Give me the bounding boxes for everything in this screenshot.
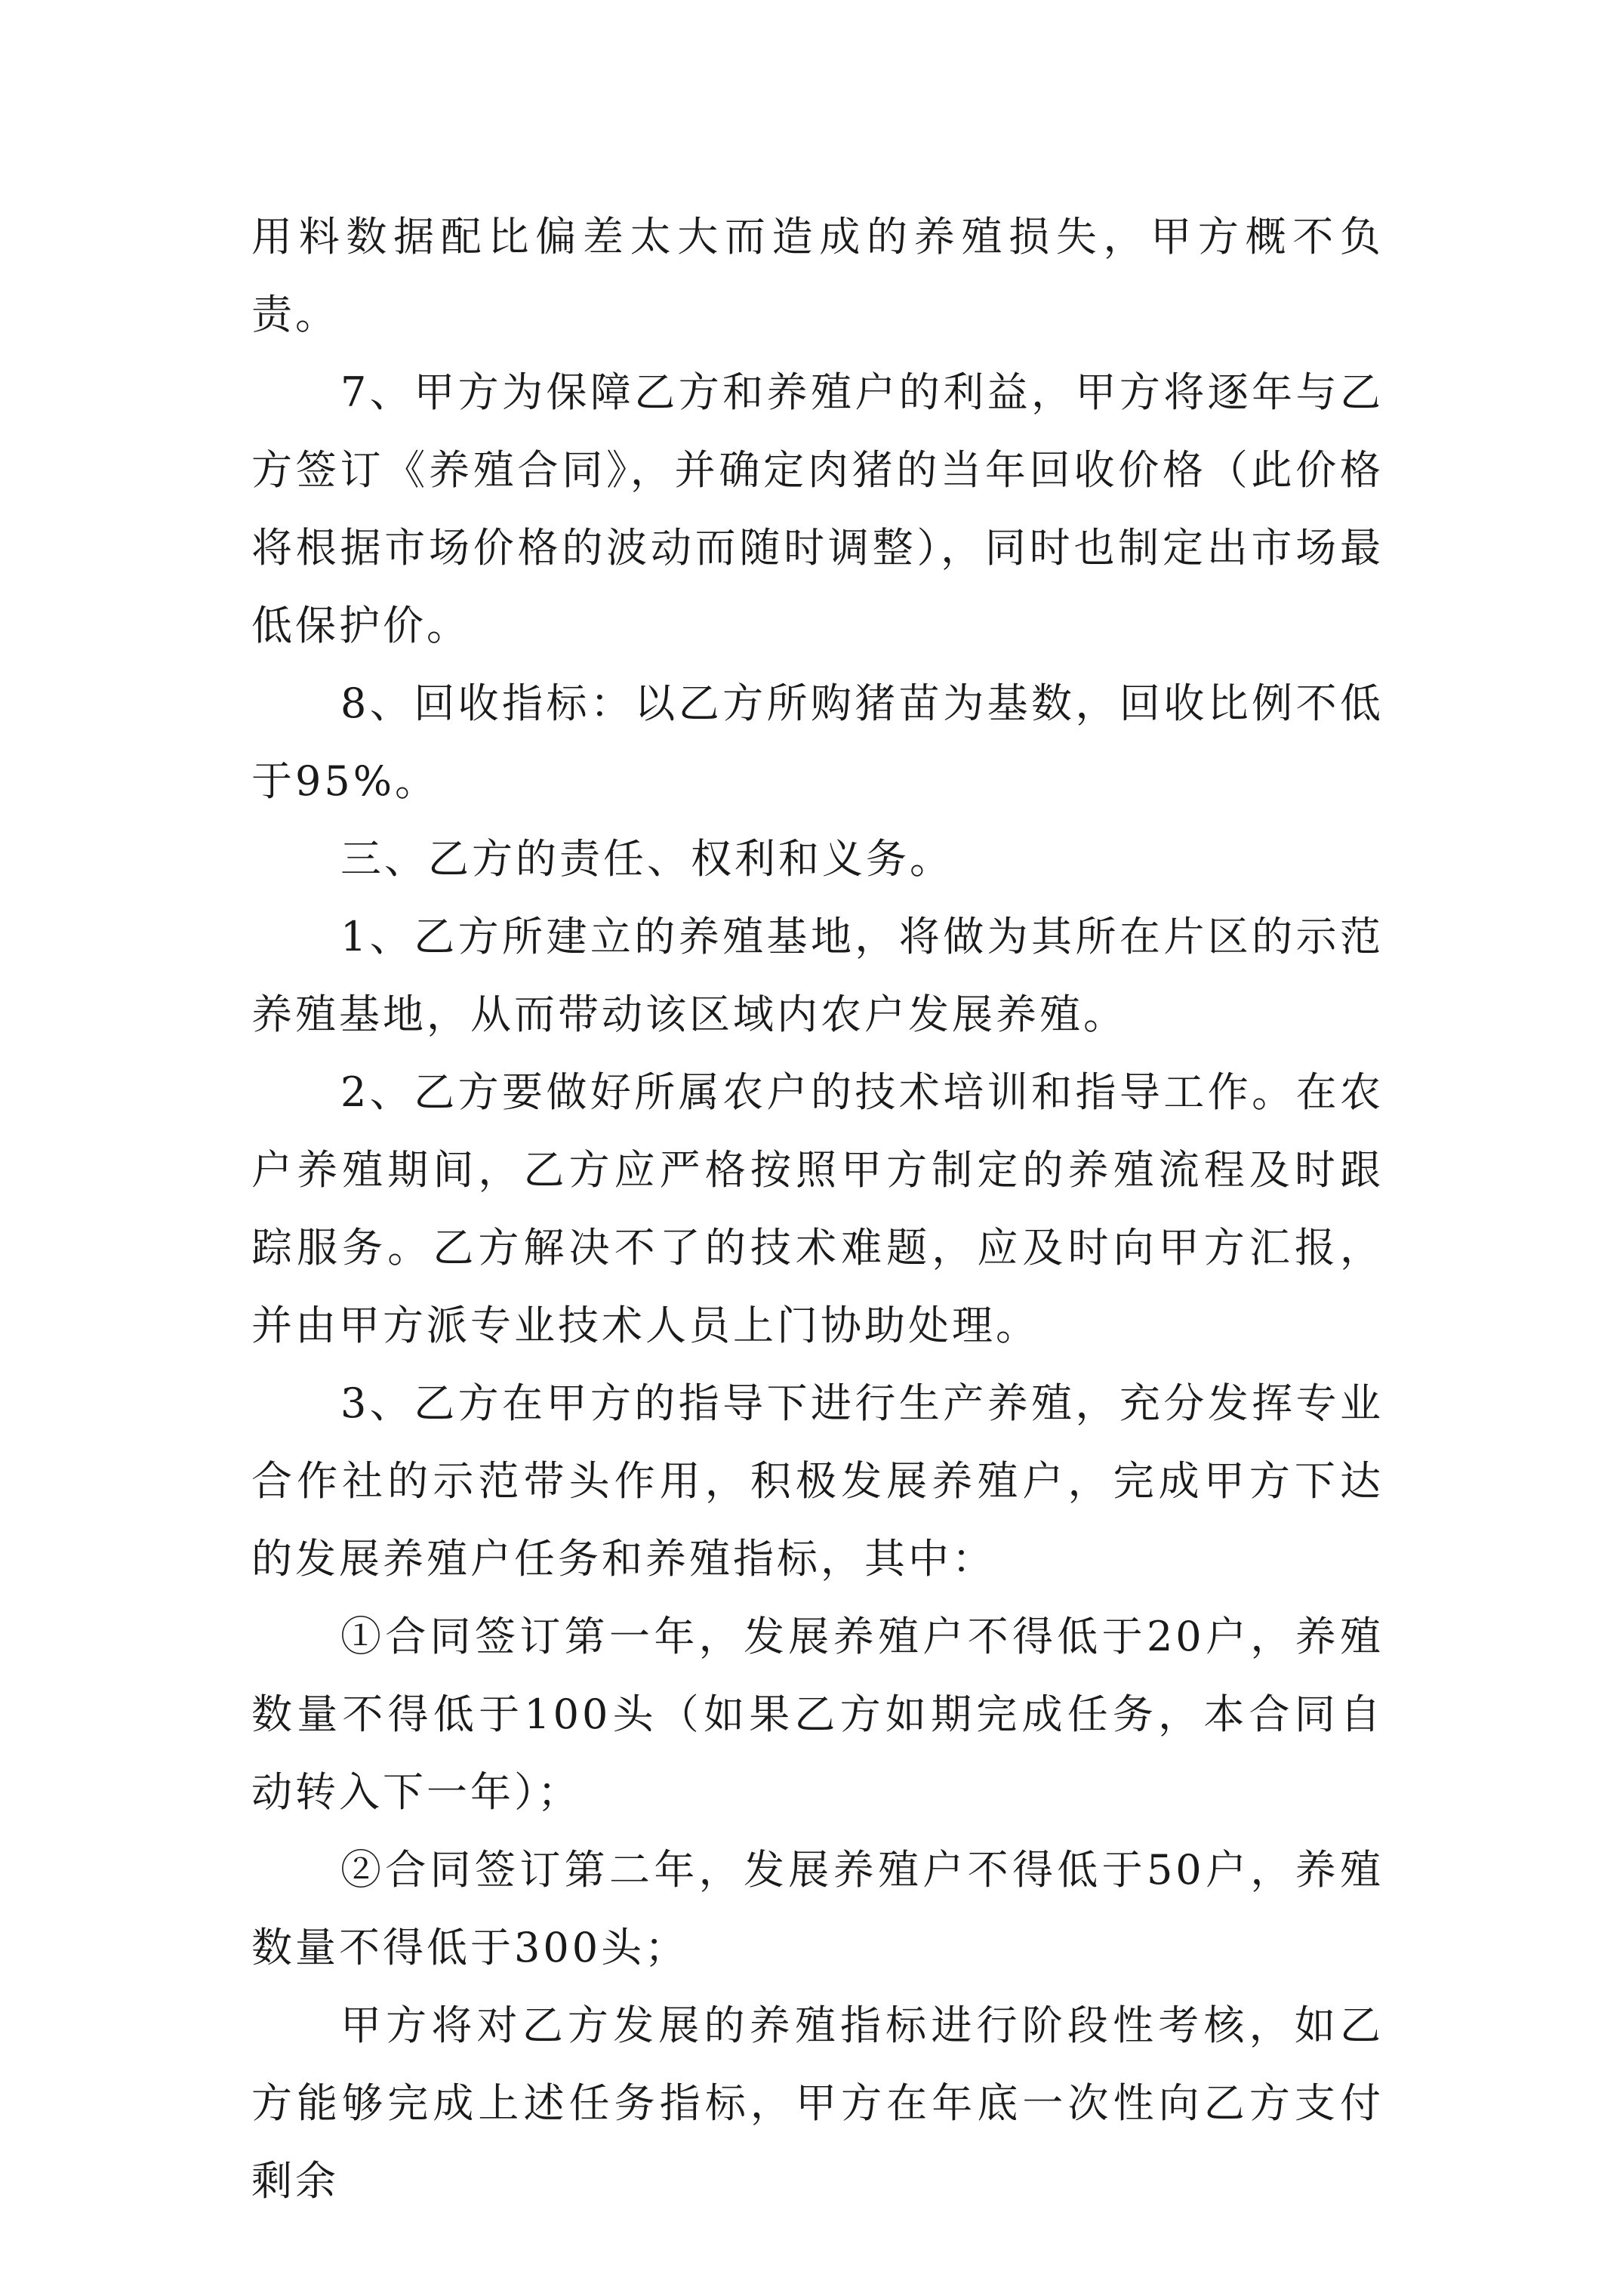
paragraph-continuation: 用料数据配比偏差太大而造成的养殖损失，甲方概不负责。 xyxy=(251,213,1384,338)
paragraph-clause-8: 8、回收指标：以乙方所购猪苗为基数，回收比例不低于95%。 xyxy=(251,680,1384,805)
paragraph-clause-7: 7、甲方为保障乙方和养殖户的利益，甲方将逐年与乙方签订《养殖合同》，并确定肉猪的当年回收价格（此价格将根据市场价格的波动而随时调整），同时也制定出市场最低保护价。 xyxy=(251,368,1384,649)
paragraph-item-2: ②合同签订第二年，发展养殖户不得低于50户，养殖数量不得低于300头； xyxy=(251,1846,1384,1971)
paragraph-clause-b3: 3、乙方在甲方的指导下进行生产养殖，充分发挥专业合作社的示范带头作用，积极发展养殖户，完成甲方下达的发展养殖户任务和养殖指标，其中： xyxy=(251,1379,1384,1583)
paragraph-assessment: 甲方将对乙方发展的养殖指标进行阶段性考核，如乙方能够完成上述任务指标，甲方在年底一次性向乙方支付剩余 xyxy=(251,2002,1384,2205)
document-body xyxy=(251,198,1384,2220)
paragraph-clause-b2: 2、乙方要做好所属农户的技术培训和指导工作。在农户养殖期间，乙方应严格按照甲方制定的养殖流程及时跟踪服务。乙方解决不了的技术难题，应及时向甲方汇报，并由甲方派专业技术人员上门协助处理。 xyxy=(251,1068,1384,1349)
paragraph-clause-b1: 1、乙方所建立的养殖基地，将做为其所在片区的示范养殖基地，从而带动该区域内农户发展养殖。 xyxy=(251,913,1384,1038)
paragraph-item-1: ①合同签订第一年，发展养殖户不得低于20户，养殖数量不得低于100头（如果乙方如期完成任务，本合同自动转入下一年）； xyxy=(251,1613,1384,1816)
section-heading-party-b: 三、乙方的责任、权利和义务。 xyxy=(340,835,953,883)
